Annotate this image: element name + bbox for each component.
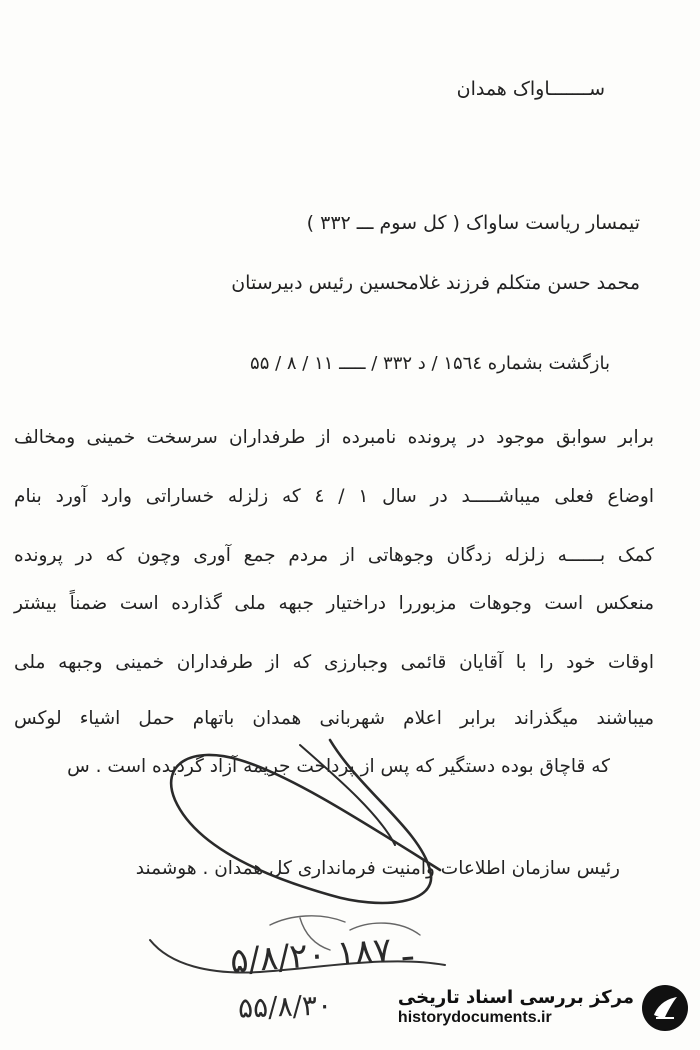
body-line: منعکس است وجوهات مزبوررا دراختیار جبهه ملی گذارده است ضمناً بیشتر: [14, 593, 654, 614]
watermark: [398, 985, 688, 1031]
body-line: میباشند میگذراند برابر اعلام شهربانی همدان باتهام حمل اشیاء لوکس: [14, 708, 654, 729]
signature-title: رئیس سازمان اطلاعات وامنیت فرمانداری کل همدان . هوشمند: [135, 858, 620, 879]
body-line: اوضاع فعلی میباشـــــد در سال ۱ / ٤ که زلزله خساراتی وارد آورد بنام: [14, 486, 654, 507]
subject-line: محمد حسن متکلم فرزند غلامحسین رئیس دبیرستان: [231, 272, 640, 294]
reference-line: بازگشت بشماره ۱۵٦٤ / د ۳۳۲ / ـــــ ۱۱ / ۸ / ۵۵: [250, 353, 610, 374]
watermark-persian: مرکز بررسی اسناد تاریخی: [397, 987, 634, 1009]
body-line: که قاچاق بوده دستگیر که پس از پرداخت جریمه آزاد گردیده است . س: [67, 756, 610, 777]
body-line: اوقات خود را با آقایان قائمی وجبارزی که از طرفداران خمینی وجبهه ملی: [14, 652, 654, 673]
book-feather-logo-icon: [642, 985, 688, 1031]
handwritten-date-secondary: ۵۵/۸/۳۰: [237, 988, 333, 1025]
document-header: ســـــــاواک همدان: [456, 78, 605, 100]
body-line: برابر سوابق موجود در پرونده نامبرده از طرفداران سرسخت خمینی ومخالف: [14, 427, 654, 448]
body-line: کمک بــــــه زلزله زدگان وجوهاتی از مردم جمع آوری وچون که در پرونده: [14, 545, 654, 566]
watermark-url: historydocuments.ir: [397, 1009, 552, 1027]
handwritten-date: ۵/۸/۲۰ ـ ۱۸۷: [228, 928, 414, 982]
recipient-line: تیمسار ریاست ساواک ( کل سوم ـــ ۳۳۲ ): [306, 212, 640, 234]
